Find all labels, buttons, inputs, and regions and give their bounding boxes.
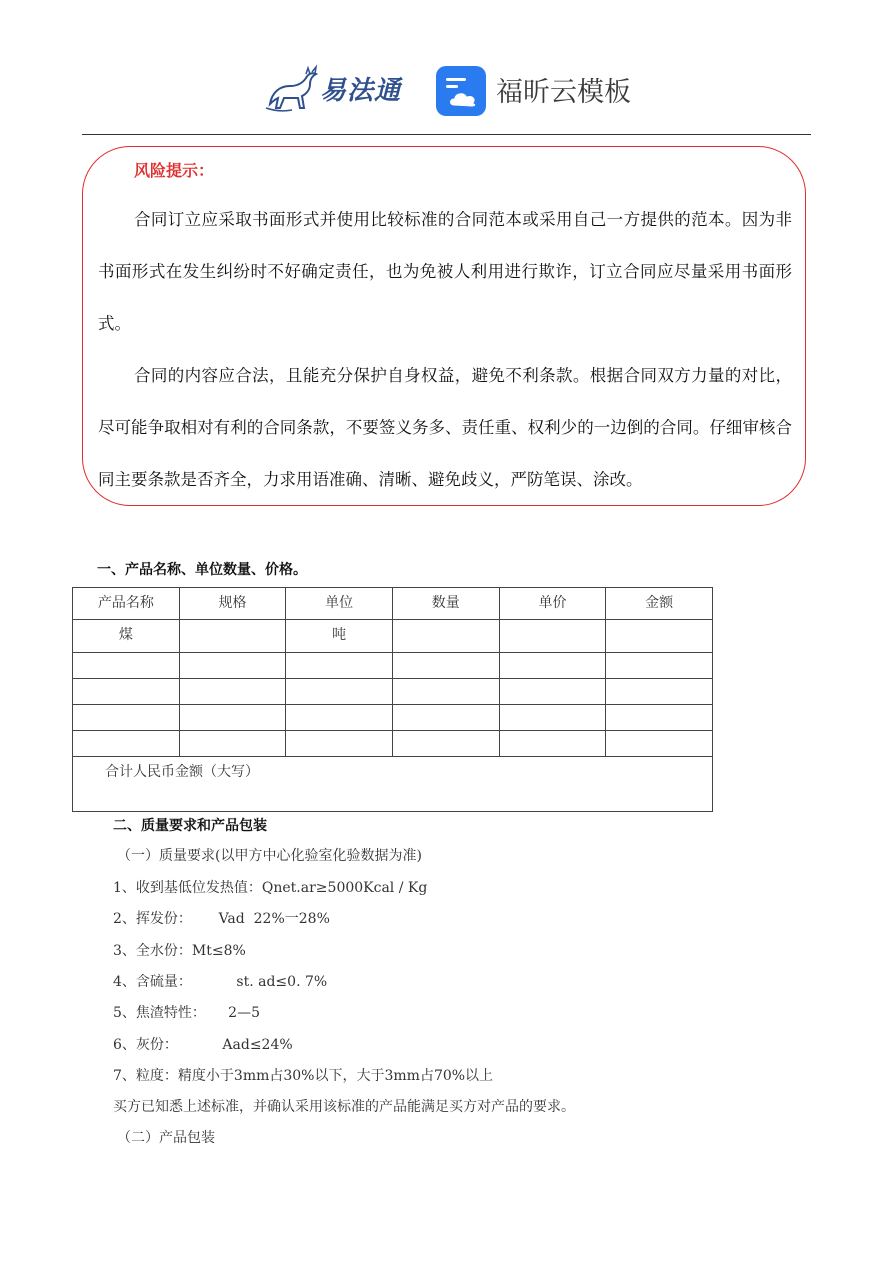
column-header: 单价 <box>499 588 606 620</box>
section2-heading: 二、质量要求和产品包装 <box>113 818 267 834</box>
table-row <box>73 620 713 653</box>
table-cell <box>286 679 393 705</box>
product-table <box>72 587 713 812</box>
table-cell <box>499 731 606 757</box>
table-cell <box>179 731 286 757</box>
yifatong-logo <box>262 64 412 116</box>
column-header: 数量 <box>392 588 499 620</box>
table-cell <box>499 679 606 705</box>
column-header: 产品名称 <box>73 588 180 620</box>
quality-item: 4、含硫量： st. ad≤0. 7% <box>113 974 328 990</box>
table-cell <box>606 653 713 679</box>
table-row <box>73 705 713 731</box>
risk-paragraph: 合同订立应采取书面形式并使用比较标准的合同范本或采用自己一方提供的范本。因为非书面形式在发生纠纷时不好确定责任，也为免被人利用进行欺诈，订立合同应尽量采用书面形式。 <box>98 210 792 333</box>
table-cell: 吨 <box>286 620 393 653</box>
table-cell <box>392 679 499 705</box>
buyer-acknowledgement: 买方已知悉上述标准，并确认采用该标准的产品能满足买方对产品的要求。 <box>113 1099 575 1115</box>
table-cell: 煤 <box>73 620 180 653</box>
table-cell <box>179 705 286 731</box>
cloud-template-icon <box>436 66 486 116</box>
quality-subheading: （一）质量要求(以甲方中心化验室化验数据为准) <box>117 848 422 864</box>
table-header-row <box>73 588 713 620</box>
table-total-row <box>73 757 713 812</box>
table-cell <box>73 653 180 679</box>
table-cell <box>73 705 180 731</box>
table-cell <box>392 705 499 731</box>
header-divider <box>82 134 811 135</box>
table-cell <box>606 731 713 757</box>
column-header: 规格 <box>179 588 286 620</box>
quality-item: 7、粒度：精度小于3mm占30%以下，大于3mm占70%以上 <box>113 1068 494 1084</box>
table-cell <box>606 679 713 705</box>
table-cell <box>73 679 180 705</box>
column-header: 金额 <box>606 588 713 620</box>
table-cell <box>499 705 606 731</box>
packaging-subheading: （二）产品包装 <box>117 1130 215 1146</box>
risk-paragraph: 合同的内容应合法，且能充分保护自身权益，避免不利条款。根据合同双方力量的对比，尽可能争取相对有利的合同条款，不要签义务多、责任重、权利少的一边倒的合同。仔细审核合同主要条款是否齐全，力求用语准确、清晰、避免歧义，严防笔误、涂改。 <box>98 366 792 489</box>
qilin-icon <box>262 64 320 116</box>
table-cell <box>392 731 499 757</box>
table-row <box>73 653 713 679</box>
table-cell <box>499 620 606 653</box>
table-cell <box>499 653 606 679</box>
table-row <box>73 731 713 757</box>
logo1-text: 易法通 <box>320 76 402 106</box>
table-cell <box>286 705 393 731</box>
table-cell <box>606 705 713 731</box>
section1-heading: 一、产品名称、单位数量、价格。 <box>97 562 307 578</box>
column-header: 单位 <box>286 588 393 620</box>
table-cell <box>286 731 393 757</box>
table-cell <box>286 653 393 679</box>
table-row <box>73 679 713 705</box>
table-cell <box>179 653 286 679</box>
table-cell <box>392 620 499 653</box>
table-cell <box>392 653 499 679</box>
quality-item: 3、全水份：Mt≤8% <box>113 943 246 959</box>
table-cell <box>179 620 286 653</box>
risk-notice-title: 风险提示： <box>134 161 215 180</box>
table-cell <box>606 620 713 653</box>
total-amount-label: 合计人民币金额（大写） <box>73 757 713 812</box>
quality-item: 6、灰份： Aad≤24% <box>113 1037 293 1053</box>
table-cell <box>73 731 180 757</box>
quality-item: 2、挥发份： Vad 22%一28% <box>113 911 330 927</box>
quality-item: 1、收到基低位发热值：Qnet.ar≥5000Kcal / Kg <box>113 880 428 896</box>
logo2-text: 福昕云模板 <box>496 77 631 108</box>
quality-item: 5、焦渣特性： 2—5 <box>113 1005 260 1021</box>
table-cell <box>179 679 286 705</box>
